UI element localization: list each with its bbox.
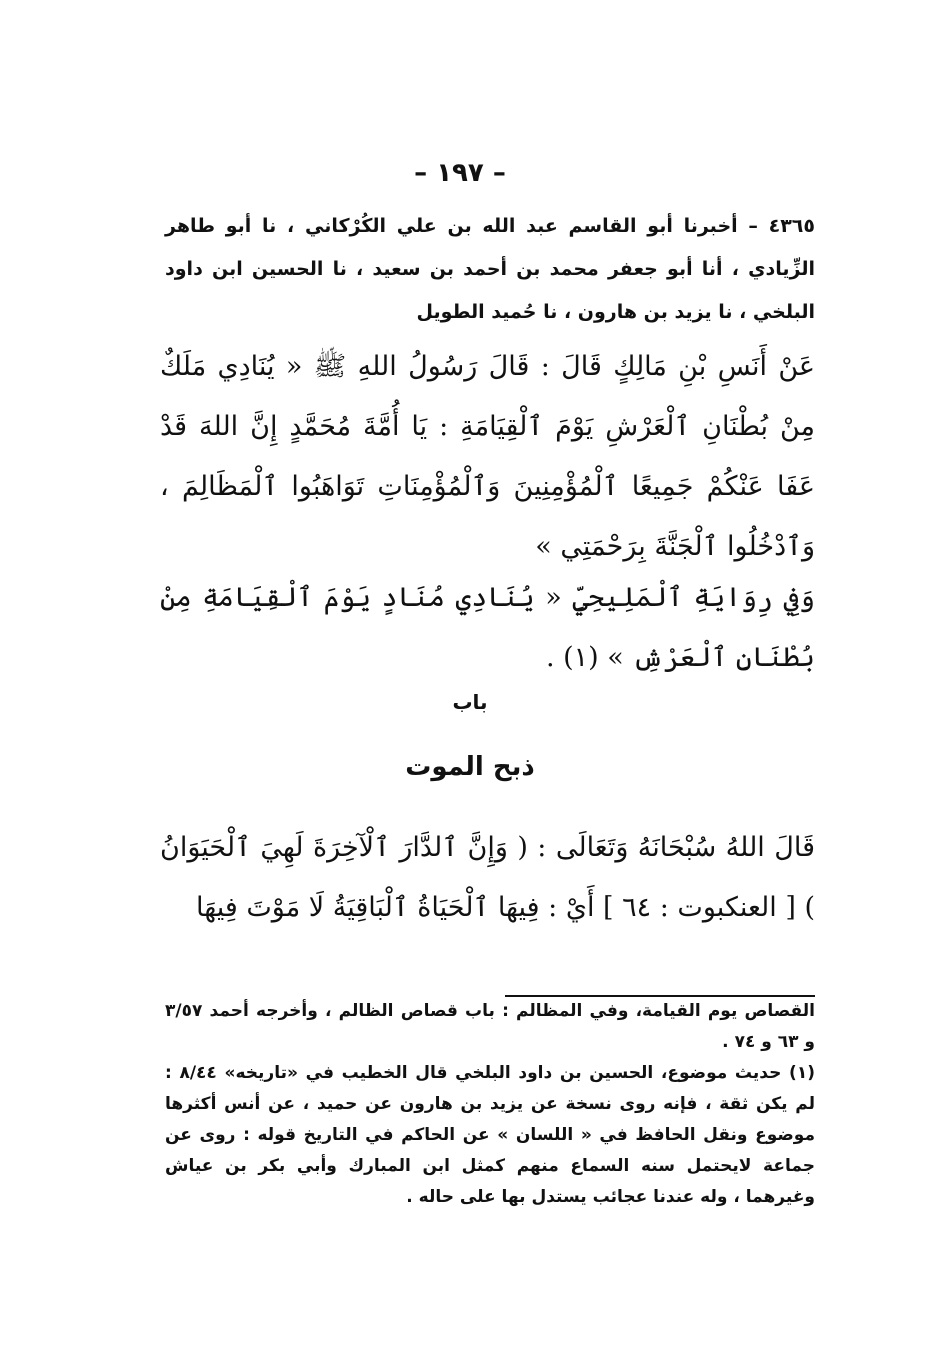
hadith-matn: عَنْ أَنَسِ بْنِ مَالِكٍ قَالَ : قَالَ رَسُولُ اللهِ ﷺ « يُنَادِي مَلَكٌ مِنْ بُطْنَانِ ٱلْعَرْشِ يَوْمَ ٱلْقِيَامَةِ : يَا أُمَّةَ مُحَمَّدٍ إِنَّ اللهَ قَدْ عَفَا عَنْكُمْ جَمِيعًا ٱلْمُؤْمِنِينَ وَٱلْمُؤْمِنَاتِ تَوَاهَبُوا ٱلْمَظَالِمَ ، وَٱدْخُلُوا ٱلْجَنَّةَ بِرَحْمَتِي » — [160, 351, 815, 562]
footnote-1: (١) حديث موضوع، الحسين بن داود البلخي قال الخطيب في «تاريخه» ٨/٤٤ : لم يكن ثقة ، فإنه روى نسخة عن يزيد بن هارون عن حميد ، عن أنس أكثرها موضوع ونقل الحافظ في « اللسان » عن الحاكم في التاريخ قوله : روى عن جماعة لايحتمل سنه السماع منهم كمثل ابن المبارك وأبي بكر بن عياش وغيرهما ، وله عندنا عجائب يستدل بها على حاله . — [165, 1063, 815, 1207]
chapter-label: باب — [452, 690, 488, 714]
footnotes-section — [165, 996, 815, 1213]
footnote-continuation: القصاص يوم القيامة، وفي المظالم : باب قصاص الظالم ، وأخرجه أحمد ٣/٥٧ و ٦٣ و ٧٤ . — [165, 1001, 815, 1052]
hadith-variant: وَفِي رِوَايَةِ ٱلْمَلِيحِيِّ « يُنَادِي مُنَادٍ يَوْمَ ٱلْقِيَامَةِ مِنْ بُطْنَانِ ٱلْعَرْشِ » (١) . — [160, 582, 815, 673]
chapter-body: قَالَ اللهُ سُبْحَانَهُ وَتَعَالَى : ( وَإِنَّ ٱلدَّارَ ٱلْآخِرَةَ لَهِيَ ٱلْحَيَوَانُ ) [ العنكبوت : ٦٤ ] أَيْ : فِيهَا ٱلْحَيَاةُ ٱلْبَاقِيَةُ لَا مَوْتَ فِيهَا — [160, 832, 815, 923]
hadith-isnad: ٤٣٦٥ – أخبرنا أبو القاسم عبد الله بن علي الكُرْكاني ، نا أبو طاهر الزِّيادي ، أنا أبو جعفر محمد بن أحمد بن سعيد ، نا الحسين ابن داود البلخي ، نا يزيد بن هارون ، نا حُميد الطويل — [165, 215, 815, 323]
page-number: – ١٩٧ – — [414, 158, 506, 188]
chapter-title: ذبح الموت — [405, 752, 535, 782]
